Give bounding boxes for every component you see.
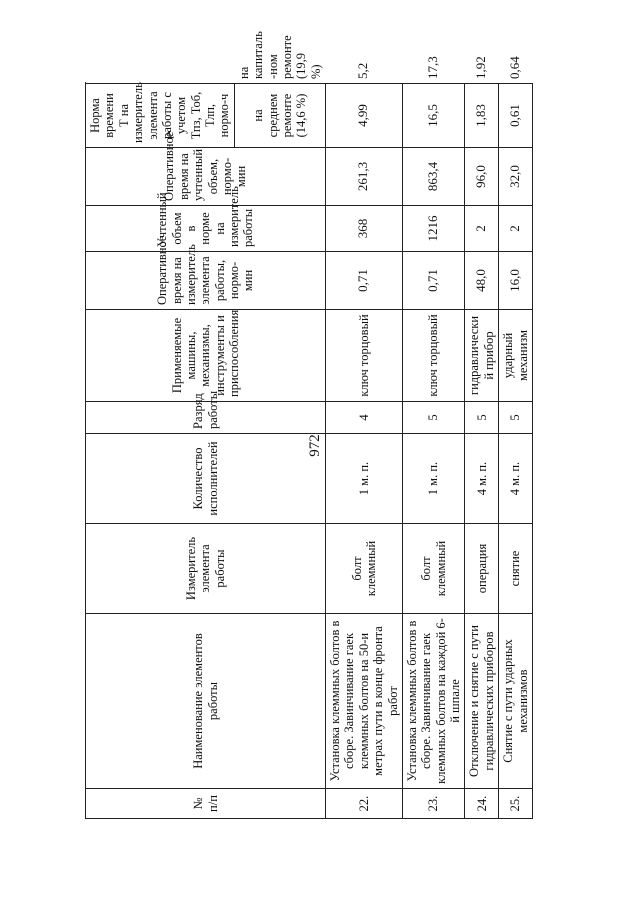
cell-grade: 5 bbox=[465, 402, 499, 434]
header-norm-mid: на среднем ремонте (14,6 %) bbox=[234, 84, 325, 148]
cell-name: Отключение и снятие с пути гидравлических приборов bbox=[465, 614, 499, 789]
cell-norm-mid: 16,5 bbox=[402, 84, 465, 148]
cell-norm-mid: 0,61 bbox=[499, 84, 533, 148]
cell-op-time-elem: 0,71 bbox=[326, 252, 403, 310]
cell-count: 2 bbox=[499, 206, 533, 252]
rotated-table-wrapper bbox=[85, 31, 530, 819]
table-row bbox=[499, 83, 533, 818]
cell-op-time-elem: 16,0 bbox=[499, 252, 533, 310]
cell-num: 24. bbox=[465, 789, 499, 819]
cell-workers: 4 м. п. bbox=[499, 434, 533, 524]
cell-meter: операция bbox=[465, 524, 499, 614]
header-count: Учтенный объем в норме на измеритель работы bbox=[86, 206, 326, 252]
header-grade: Разряд работы bbox=[86, 402, 326, 434]
cell-count: 368 bbox=[326, 206, 403, 252]
cell-meter: снятие bbox=[499, 524, 533, 614]
page-number: 972 bbox=[306, 434, 323, 457]
cell-tools: ударный механизм bbox=[499, 310, 533, 402]
cell-norm-mid: 4,99 bbox=[326, 84, 403, 148]
header-name: Наименование элементов работы bbox=[86, 614, 326, 789]
cell-name: Установка клеммных болтов в сборе. Завинчивание гаек клеммных болтов на каждой 6-й шпале bbox=[402, 614, 465, 789]
cell-tools: гидравлически й прибор bbox=[465, 310, 499, 402]
cell-workers: 4 м. п. bbox=[465, 434, 499, 524]
header-workers: Количество исполнителей bbox=[86, 434, 326, 524]
cell-norm-mid: 1,83 bbox=[465, 84, 499, 148]
cell-workers: 1 м. п. bbox=[402, 434, 465, 524]
table-row bbox=[465, 83, 499, 818]
cell-count: 1216 bbox=[402, 206, 465, 252]
cell-name: Установка клеммных болтов в сборе. Завинчивание гаек клеммных болтов на 50-и метрах пути в конце фронта работ bbox=[326, 614, 403, 789]
header-tools: Применяемые машины, механизмы, инструменты и приспособления bbox=[86, 310, 326, 402]
cell-op-time-elem: 0,71 bbox=[402, 252, 465, 310]
cell-num: 25. bbox=[499, 789, 533, 819]
cell-tools: ключ торцовый bbox=[402, 310, 465, 402]
cell-meter: болт клеммный bbox=[326, 524, 403, 614]
header-op-time-elem: Оперативное время на измеритель элемента работы, нормо-мин bbox=[86, 252, 326, 310]
header-norm-group: Норма времени Т на измеритель элемента работы с учетом Тпз, Тоб, Тлп, нормо-ч bbox=[86, 83, 235, 147]
norms-table bbox=[85, 31, 533, 819]
header-op-time-total: Оперативное время на учтенный объем, нормо-мин bbox=[86, 148, 326, 206]
cell-count: 2 bbox=[465, 206, 499, 252]
cell-num: 23. bbox=[402, 789, 465, 819]
cell-op-time-total: 863,4 bbox=[402, 148, 465, 206]
cell-grade: 5 bbox=[499, 402, 533, 434]
header-row-1 bbox=[86, 83, 235, 818]
table-row bbox=[326, 83, 403, 818]
table-row bbox=[402, 83, 465, 818]
cell-name: Снятие с пути ударных механизмов bbox=[499, 614, 533, 789]
cell-op-time-elem: 48,0 bbox=[465, 252, 499, 310]
cell-op-time-total: 32,0 bbox=[499, 148, 533, 206]
header-num: № п/п bbox=[86, 789, 326, 819]
cell-workers: 1 м. п. bbox=[326, 434, 403, 524]
cell-grade: 4 bbox=[326, 402, 403, 434]
cell-op-time-total: 96,0 bbox=[465, 148, 499, 206]
cell-op-time-total: 261,3 bbox=[326, 148, 403, 206]
rotated-table-inner bbox=[85, 31, 530, 819]
cell-tools: ключ торцовый bbox=[326, 310, 403, 402]
cell-meter: болт клеммный bbox=[402, 524, 465, 614]
cell-grade: 5 bbox=[402, 402, 465, 434]
cell-num: 22. bbox=[326, 789, 403, 819]
header-meter: Измеритель элемента работы bbox=[86, 524, 326, 614]
